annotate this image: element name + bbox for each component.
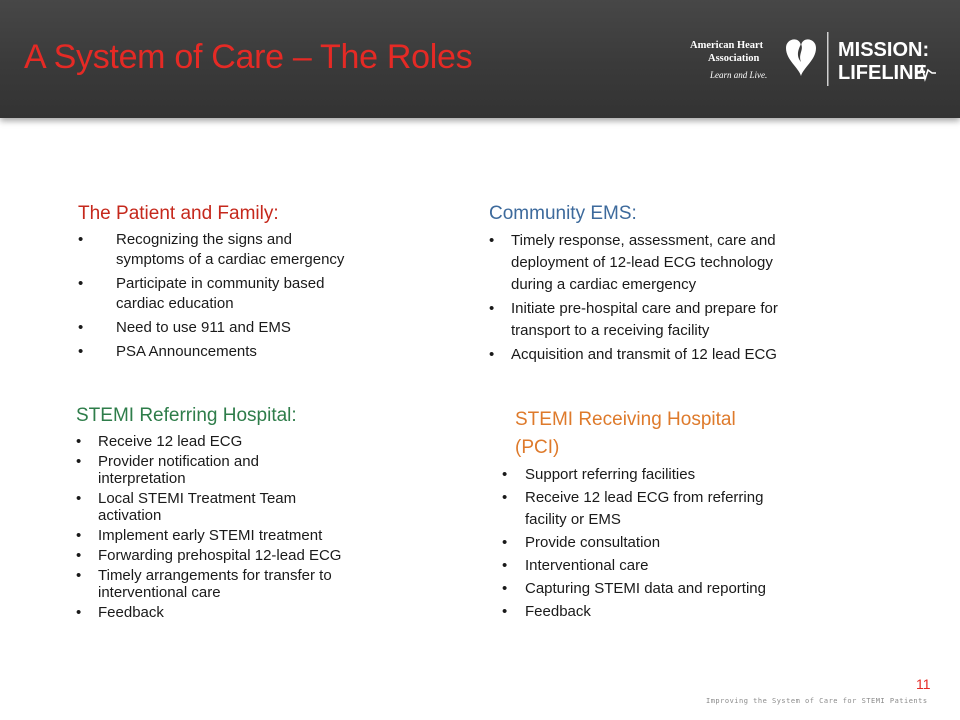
slide-title: A System of Care – The Roles (24, 38, 473, 76)
aha-name-line2: Association (708, 53, 760, 64)
heart-torch-icon (786, 39, 816, 76)
patient-family-heading: The Patient and Family: (78, 203, 279, 224)
aha-name-line1: American Heart (690, 40, 764, 51)
slide-footer: Improving the System of Care for STEMI Patients (706, 697, 928, 705)
list-item: • Forwarding prehospital 12-lead ECG (76, 547, 342, 564)
aha-tagline: Learn and Live. (710, 70, 768, 80)
mission-line2: LIFELINE (838, 62, 927, 84)
list-item: • Receive 12 lead ECG from referring facility or EMS (502, 489, 764, 528)
list-item: • Provide consultation (502, 534, 661, 551)
list-item: • Recognizing the signs and symptoms of a cardiac emergency (78, 231, 345, 268)
referring-hospital-section (76, 404, 406, 624)
receiving-hospital-list (502, 464, 855, 623)
slide-header (0, 0, 960, 118)
receiving-hospital-heading: STEMI Receiving Hospital (PCI) (515, 409, 736, 458)
list-item: • Receive 12 lead ECG (76, 433, 243, 450)
receiving-hospital-section (502, 406, 855, 624)
list-item: • Need to use 911 and EMS (78, 319, 291, 336)
list-item: • Participate in community based cardiac education (78, 275, 325, 312)
community-ems-section (489, 202, 859, 368)
aha-mission-lifeline-logo (688, 26, 938, 92)
community-ems-heading: Community EMS: (489, 203, 637, 224)
logo-divider (827, 32, 829, 86)
list-item: • Implement early STEMI treatment (76, 527, 323, 544)
referring-hospital-list (76, 433, 406, 621)
list-item: • Acquisition and transmit of 12 lead ECG (489, 346, 777, 363)
list-item: • Feedback (76, 604, 164, 621)
list-item: • Capturing STEMI data and reporting (502, 580, 766, 597)
list-item: • PSA Announcements (78, 343, 257, 360)
list-item: • Timely response, assessment, care and deployment of 12-lead ECG technology during a cardiac emergency (489, 232, 776, 293)
page-number: 11 (916, 676, 931, 692)
list-item: • Initiate pre-hospital care and prepare for transport to a receiving facility (489, 300, 778, 339)
list-item: • Timely arrangements for transfer to interventional care (76, 567, 332, 601)
list-item: • Feedback (502, 603, 591, 620)
patient-family-section (78, 202, 418, 366)
referring-hospital-heading: STEMI Referring Hospital: (76, 405, 297, 426)
list-item: • Provider notification and interpretation (76, 453, 259, 487)
community-ems-list (489, 230, 859, 366)
patient-family-list (78, 230, 418, 362)
list-item: • Support referring facilities (502, 466, 696, 483)
list-item: • Local STEMI Treatment Team activation (76, 490, 297, 524)
mission-line1: MISSION: (838, 39, 930, 61)
list-item: • Interventional care (502, 557, 649, 574)
